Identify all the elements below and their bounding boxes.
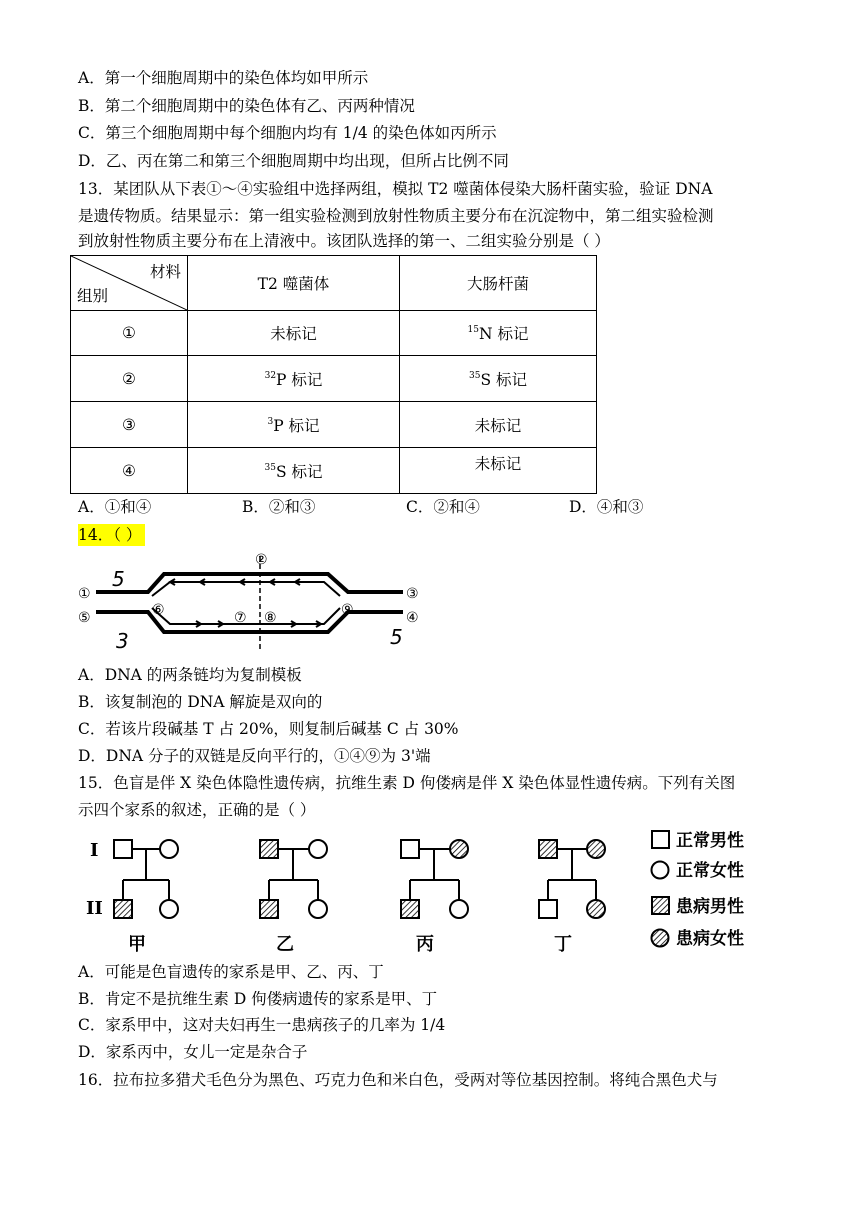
legend-normal-female-symbol xyxy=(652,862,669,879)
label-1: ① xyxy=(78,586,91,602)
cell-phage: 未标记 xyxy=(188,311,400,356)
label-2: ② xyxy=(255,552,268,568)
cell-ecoli: $^{15}$N 标记 xyxy=(400,311,597,356)
q15-stem-line1: 15．色盲是伴 X 染色体隐性遗传病，抗维生素 D 佝偻病是伴 X 染色体显性遗传病。下列有关图 xyxy=(78,774,736,792)
label-6: ⑥ xyxy=(152,602,165,618)
q14-stem: 14．（ ） xyxy=(78,524,145,546)
family-label-yi: 乙 xyxy=(276,934,294,954)
generation-II-label: II xyxy=(86,898,103,919)
cell-ecoli: 未标记 xyxy=(400,448,597,494)
q13-stem-line1: 13．某团队从下表①～④实验组中选择两组，模拟 T2 噬菌体侵染大肠杆菌实验，验证 DNA xyxy=(78,180,713,198)
corner-header-group: 组别 xyxy=(77,287,109,305)
header-phage: T2 噬菌体 xyxy=(188,256,400,311)
legend-normal-male-symbol xyxy=(652,831,669,848)
q15-option-b: B．肯定不是抗维生素 D 佝偻病遗传的家系是甲、丁 xyxy=(78,990,438,1008)
table-row xyxy=(71,448,597,494)
pedigree-family-yi xyxy=(260,840,327,918)
generation-I-label: I xyxy=(90,840,99,861)
label-9: ⑨ xyxy=(341,602,354,618)
q15-stem-line2: 示四个家系的叙述，正确的是（ ） xyxy=(78,801,316,819)
cell-ecoli: $^{35}$S 标记 xyxy=(400,356,597,402)
family-label-ding: 丁 xyxy=(554,934,572,954)
bottom-parent-strand xyxy=(96,612,403,632)
dna-replication-bubble-figure xyxy=(78,552,440,656)
row-id: ② xyxy=(71,356,188,402)
label-5: ⑤ xyxy=(78,610,91,626)
cell-phage: $^3$P 标记 xyxy=(188,402,400,448)
top-daughter-strand xyxy=(152,582,340,596)
legend-affected-male-symbol xyxy=(652,897,669,914)
label-3: ③ xyxy=(406,586,419,602)
legend-normal-male: 正常男性 xyxy=(676,831,744,851)
table-corner-cell xyxy=(71,256,188,311)
label-8: ⑧ xyxy=(264,610,277,626)
q13-option-c: C．②和④ xyxy=(406,498,480,516)
family-label-bing: 丙 xyxy=(416,934,434,954)
label-4: ④ xyxy=(406,610,419,626)
legend-affected-male: 患病男性 xyxy=(676,897,744,917)
q12-option-a: A．第一个细胞周期中的染色体均如甲所示 xyxy=(78,69,369,87)
pedigree-family-jia xyxy=(114,840,178,918)
handwritten-5-right: 5 xyxy=(390,625,403,649)
q14-option-c: C．若该片段碱基 T 占 20%，则复制后碱基 C 占 30% xyxy=(78,720,459,738)
q12-option-b: B．第二个细胞周期中的染色体有乙、丙两种情况 xyxy=(78,97,415,115)
q15-option-d: D．家系丙中，女儿一定是杂合子 xyxy=(78,1043,308,1061)
q14-option-a: A．DNA 的两条链均为复制模板 xyxy=(78,666,302,684)
q13-option-b: B．②和③ xyxy=(242,498,316,516)
pedigree-figure xyxy=(78,826,778,954)
pedigree-family-bing xyxy=(401,840,468,918)
legend-affected-female-symbol xyxy=(652,930,669,947)
row-id: ③ xyxy=(71,402,188,448)
cell-phage: $^{35}$S 标记 xyxy=(188,448,400,494)
pedigree-family-ding xyxy=(539,840,605,918)
row-id: ① xyxy=(71,311,188,356)
table-row xyxy=(71,356,597,402)
handwritten-5-left: 5 xyxy=(112,567,125,591)
cell-ecoli: 未标记 xyxy=(400,402,597,448)
q13-option-d: D．④和③ xyxy=(569,498,644,516)
q13-stem-line2: 是遗传物质。结果显示：第一组实验检测到放射性物质主要分布在沉淀物中，第二组实验检测 xyxy=(78,207,714,225)
q14-option-d: D．DNA 分子的双链是反向平行的，①④⑨为 3'端 xyxy=(78,747,431,765)
q12-option-d: D．乙、丙在第二和第三个细胞周期中均出现，但所占比例不同 xyxy=(78,152,509,170)
table-row xyxy=(71,402,597,448)
q16-stem-line1: 16．拉布拉多猎犬毛色分为黑色、巧克力色和米白色，受两对等位基因控制。将纯合黑色犬与 xyxy=(78,1071,718,1089)
legend-normal-female: 正常女性 xyxy=(676,861,744,881)
table-row xyxy=(71,311,597,356)
q13-option-a: A．①和④ xyxy=(78,498,152,516)
header-ecoli: 大肠杆菌 xyxy=(400,256,597,311)
q15-option-a: A．可能是色盲遗传的家系是甲、乙、丙、丁 xyxy=(78,963,384,981)
q13-stem-line3: 到放射性物质主要分布在上清液中。该团队选择的第一、二组实验分别是（ ） xyxy=(78,232,610,250)
q12-option-c: C．第三个细胞周期中每个细胞内均有 1/4 的染色体如丙所示 xyxy=(78,124,497,142)
q15-option-c: C．家系甲中，这对夫妇再生一患病孩子的几率为 1/4 xyxy=(78,1016,446,1034)
corner-header-material: 材料 xyxy=(149,263,181,281)
family-label-jia: 甲 xyxy=(128,934,146,954)
row-id: ④ xyxy=(71,448,188,494)
handwritten-3: 3 xyxy=(116,629,129,653)
legend-affected-female: 患病女性 xyxy=(676,929,744,949)
q14-option-b: B．该复制泡的 DNA 解旋是双向的 xyxy=(78,693,323,711)
label-7: ⑦ xyxy=(234,610,247,626)
cell-phage: $^{32}$P 标记 xyxy=(188,356,400,402)
q13-table xyxy=(70,255,597,494)
